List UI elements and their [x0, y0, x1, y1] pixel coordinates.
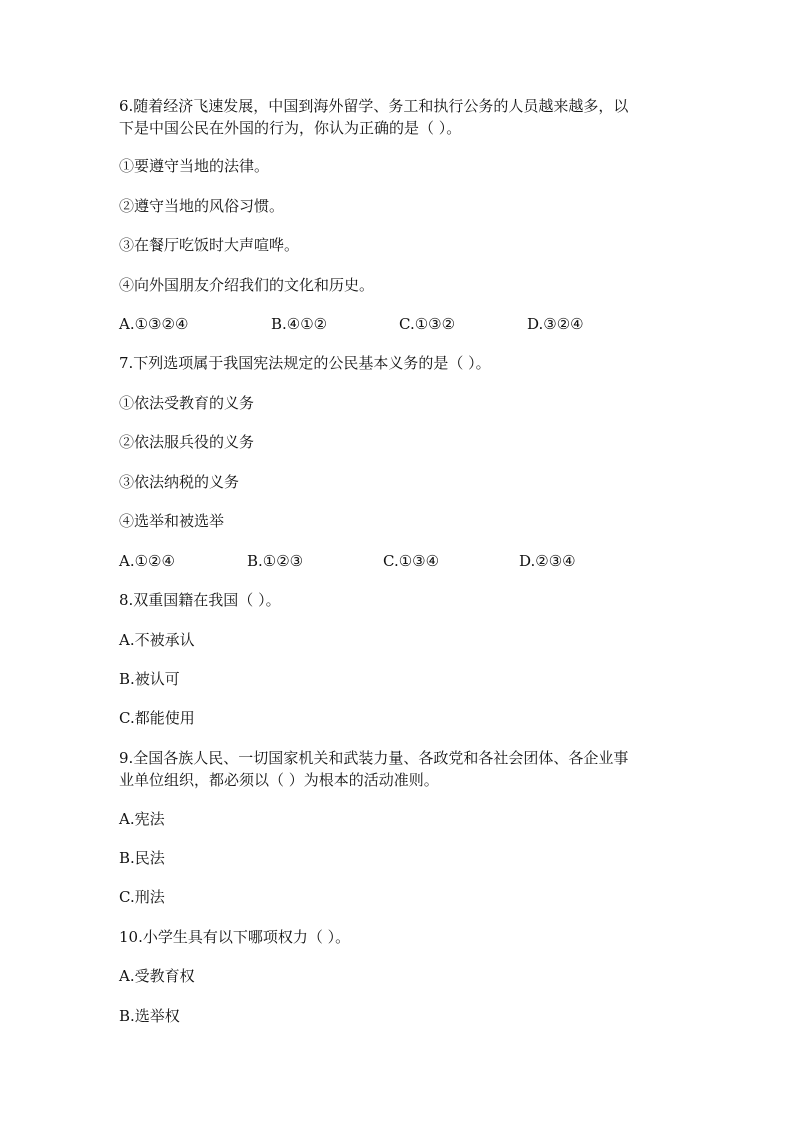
question-8-option-c: C.都能使用 [119, 709, 195, 727]
question-9-stem-line-1: 9.全国各族人民、一切国家机关和武装力量、各政党和各社会团体、各企业事 [119, 749, 629, 767]
question-6-item-1: ①要遵守当地的法律。 [119, 157, 270, 175]
question-7-choice-a: A.①②④ [119, 552, 175, 570]
question-6-stem-line-1: 6.随着经济飞速发展，中国到海外留学、务工和执行公务的人员越来越多，以 [119, 97, 629, 115]
question-6-stem-line-2: 下是中国公民在外国的行为，你认为正确的是（ ）。 [119, 119, 462, 137]
question-7-choice-c: C.①③④ [383, 552, 440, 570]
question-8-stem: 8.双重国籍在我国（ ）。 [119, 591, 281, 609]
question-10-stem: 10.小学生具有以下哪项权力（ ）。 [119, 928, 351, 946]
question-10-option-b: B.选举权 [119, 1007, 180, 1025]
question-7-stem: 7.下列选项属于我国宪法规定的公民基本义务的是（ ）。 [119, 354, 491, 372]
question-10-option-a: A.受教育权 [119, 967, 195, 985]
question-6-choice-b: B.④①② [271, 315, 328, 333]
question-6-item-4: ④向外国朋友介绍我们的文化和历史。 [119, 276, 375, 294]
question-7-choice-b: B.①②③ [247, 552, 304, 570]
question-7-choice-d: D.②③④ [519, 552, 576, 570]
question-9-option-b: B.民法 [119, 849, 165, 867]
question-6-choice-a: A.①③②④ [119, 315, 189, 333]
question-6-item-2: ②遵守当地的风俗习惯。 [119, 197, 285, 215]
question-9-option-a: A.宪法 [119, 810, 165, 828]
question-9-stem-line-2: 业单位组织，都必须以（ ）为根本的活动准则。 [119, 771, 439, 789]
question-6-item-3: ③在餐厅吃饭时大声喧哗。 [119, 236, 300, 254]
question-8-option-a: A.不被承认 [119, 631, 195, 649]
question-9-option-c: C.刑法 [119, 888, 165, 906]
question-7-item-2: ②依法服兵役的义务 [119, 433, 255, 451]
question-6-choice-c: C.①③② [399, 315, 456, 333]
question-7-item-1: ①依法受教育的义务 [119, 394, 255, 412]
question-7-item-4: ④选举和被选举 [119, 512, 225, 530]
question-6-choice-d: D.③②④ [527, 315, 584, 333]
question-8-option-b: B.被认可 [119, 670, 180, 688]
question-7-item-3: ③依法纳税的义务 [119, 473, 240, 491]
